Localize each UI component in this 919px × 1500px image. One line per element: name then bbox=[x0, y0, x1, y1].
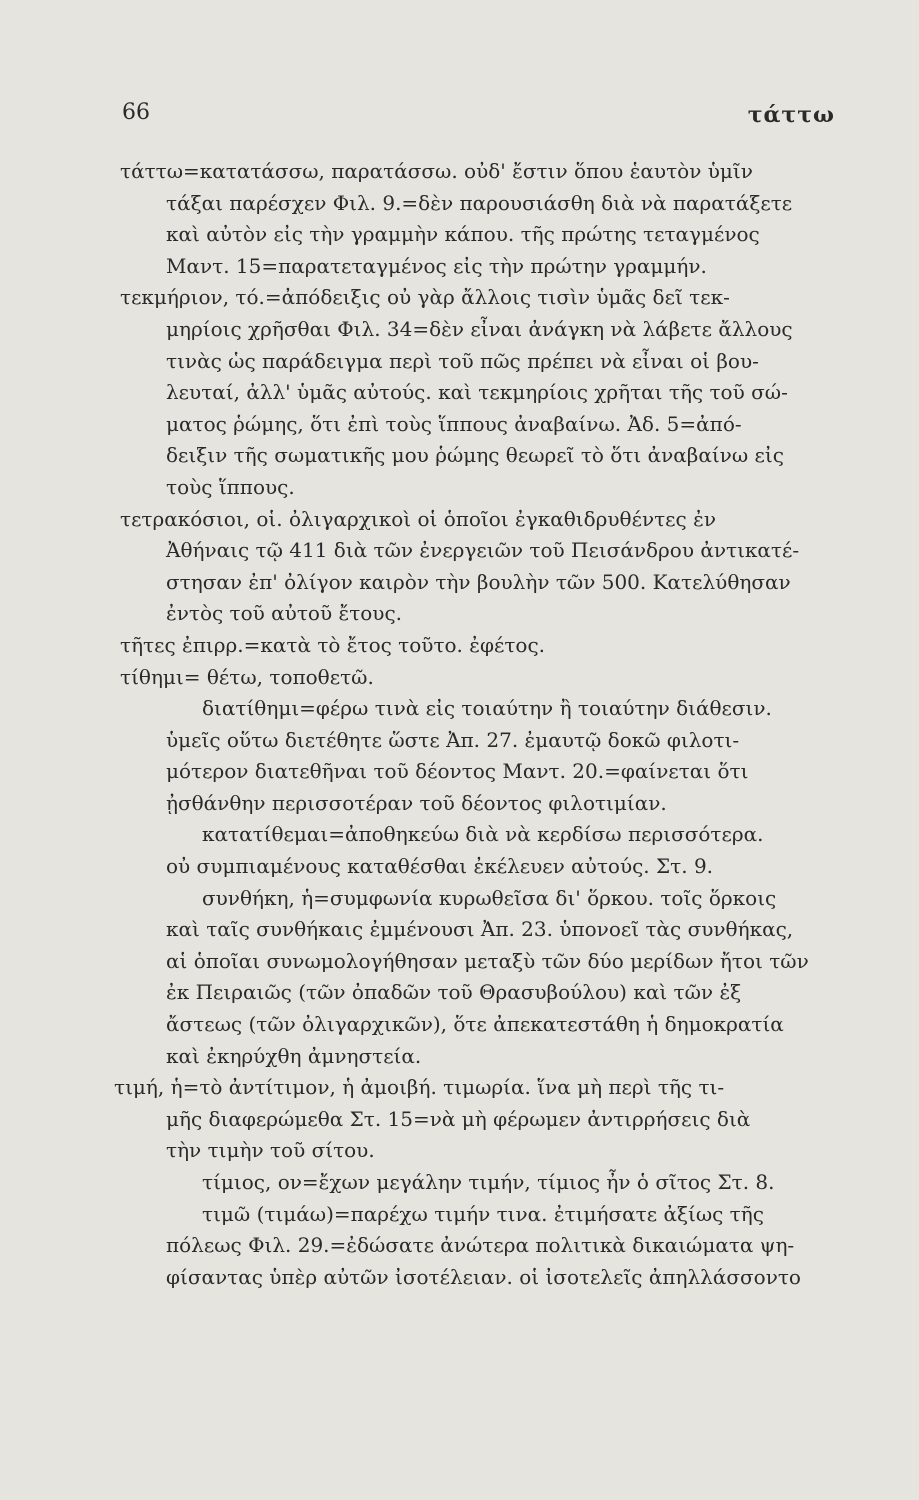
text-line: ἐντὸς τοῦ αὐτοῦ ἔτους. bbox=[166, 601, 403, 626]
text-line: δειξιν τῆς σωματικῆς μου ῥώμης θεωρεῖ τὸ ὅτι ἀναβαίνω εἰς bbox=[166, 443, 784, 468]
text-line: φίσαντας ὑπὲρ αὐτῶν ἰσοτέλειαν. οἱ ἰσοτελεῖς ἀπηλλάσσοντο bbox=[166, 1264, 801, 1289]
text-line: τάξαι παρέσχεν Φιλ. 9.=δὲν παρουσιάσθη διὰ νὰ παρατάξετε bbox=[166, 190, 793, 215]
text-line: κατατίθεμαι=ἀποθηκεύω διὰ νὰ κερδίσω περισσότερα. bbox=[202, 822, 764, 847]
text-line: αἱ ὁποῖαι συνωμολογήθησαν μεταξὺ τῶν δύο μερίδων ἤτοι τῶν bbox=[166, 948, 809, 973]
text-line: ἄστεως (τῶν ὀλιγαρχικῶν), ὅτε ἀπεκατεστάθη ἡ δημοκρατία bbox=[166, 1012, 784, 1037]
page-header bbox=[122, 100, 835, 134]
text-line: τιμῶ (τιμάω)=παρέχω τιμήν τινα. ἐτιμήσατε ἀξίως τῆς bbox=[202, 1201, 764, 1226]
text-line: τάττω=κατατάσσω, παρατάσσω. οὐδ' ἔστιν ὅπου ἑαυτὸν ὑμῖν bbox=[120, 159, 753, 183]
text-line: τίθημι= θέτω, τοποθετῶ. bbox=[120, 664, 374, 689]
text-line: καὶ ἐκηρύχθη ἀμνηστεία. bbox=[166, 1043, 422, 1068]
text-line: τοὺς ἵππους. bbox=[166, 474, 295, 499]
text-line: στησαν ἐπ' ὀλίγον καιρὸν τὴν βουλὴν τῶν 500. Κατελύθησαν bbox=[166, 569, 791, 594]
text-line: τὴν τιμὴν τοῦ σίτου. bbox=[166, 1138, 375, 1163]
text-line: οὐ συμπιαμένους καταθέσθαι ἐκέλευεν αὐτούς. Στ. 9. bbox=[166, 854, 714, 879]
text-line: ματος ῥώμης, ὅτι ἐπὶ τοὺς ἵππους ἀναβαίνω. Ἀδ. 5=ἀπό- bbox=[166, 411, 742, 436]
text-line: ὑμεῖς οὕτω διετέθητε ὥστε Ἀπ. 27. ἐμαυτῷ δοκῶ φιλοτι- bbox=[166, 727, 740, 752]
text-line: διατίθημι=φέρω τινὰ εἰς τοιαύτην ἢ τοιαύτην διάθεσιν. bbox=[202, 696, 772, 721]
text-line: Μαντ. 15=παρατεταγμένος εἰς τὴν πρώτην γραμμήν. bbox=[166, 253, 707, 278]
text-line: τεκμήριον, τό.=ἀπόδειξις οὐ γὰρ ἄλλοις τισὶν ὑμᾶς δεῖ τεκ- bbox=[120, 285, 730, 310]
text-line: μηρίοις χρῆσθαι Φιλ. 34=δὲν εἶναι ἀνάγκη νὰ λάβετε ἄλλους bbox=[166, 316, 793, 341]
text-line: τίμιος, ον=ἔχων μεγάλην τιμήν, τίμιος ἦν ὁ σῖτος Στ. 8. bbox=[202, 1170, 775, 1194]
text-line: ᾐσθάνθην περισσοτέραν τοῦ δέοντος φιλοτιμίαν. bbox=[166, 790, 667, 815]
text-line: τετρακόσιοι, οἱ. ὀλιγαρχικοὶ οἱ ὁποῖοι ἐγκαθιδρυθέντες ἐν bbox=[120, 506, 716, 531]
text-line: πόλεως Φιλ. 29.=ἐδώσατε ἀνώτερα πολιτικὰ δικαιώματα ψη- bbox=[166, 1233, 795, 1258]
text-line: καὶ ταῖς συνθήκαις ἐμμένουσι Ἀπ. 23. ὑπονοεῖ τὰς συνθήκας, bbox=[166, 917, 794, 942]
text-line: ἐκ Πειραιῶς (τῶν ὀπαδῶν τοῦ Θρασυβούλου) καὶ τῶν ἐξ bbox=[166, 980, 742, 1005]
dictionary-entries bbox=[114, 156, 837, 1293]
text-line: τιμή, ἡ=τὸ ἀντίτιμον, ἡ ἀμοιβή. τιμωρία. ἵνα μὴ περὶ τῆς τι- bbox=[114, 1075, 725, 1100]
text-line: τινὰς ὡς παράδειγμα περὶ τοῦ πῶς πρέπει νὰ εἶναι οἱ βου- bbox=[166, 348, 759, 373]
text-line: μῆς διαφερώμεθα Στ. 15=νὰ μὴ φέρωμεν ἀντιρρήσεις διὰ bbox=[166, 1106, 751, 1131]
text-line: τῆτες ἐπιρρ.=κατὰ τὸ ἔτος τοῦτο. ἐφέτος. bbox=[120, 632, 546, 657]
page-number: 66 bbox=[122, 100, 150, 125]
text-line: μότερον διατεθῆναι τοῦ δέοντος Μαντ. 20.=φαίνεται ὅτι bbox=[166, 759, 749, 784]
text-line: συνθήκη, ἡ=συμφωνία κυρωθεῖσα δι' ὅρκου. τοῖς ὅρκοις bbox=[202, 885, 777, 910]
text-line: λευταί, ἀλλ' ὑμᾶς αὐτούς. καὶ τεκμηρίοις χρῆται τῆς τοῦ σώ- bbox=[166, 380, 788, 405]
text-line: καὶ αὐτὸν εἰς τὴν γραμμὴν κάπου. τῆς πρώτης τεταγμένος bbox=[166, 222, 760, 247]
text-line: Ἀθήναις τῷ 411 διὰ τῶν ἐνεργειῶν τοῦ Πεισάνδρου ἀντικατέ- bbox=[166, 538, 800, 563]
running-head: τάττω bbox=[747, 102, 835, 128]
